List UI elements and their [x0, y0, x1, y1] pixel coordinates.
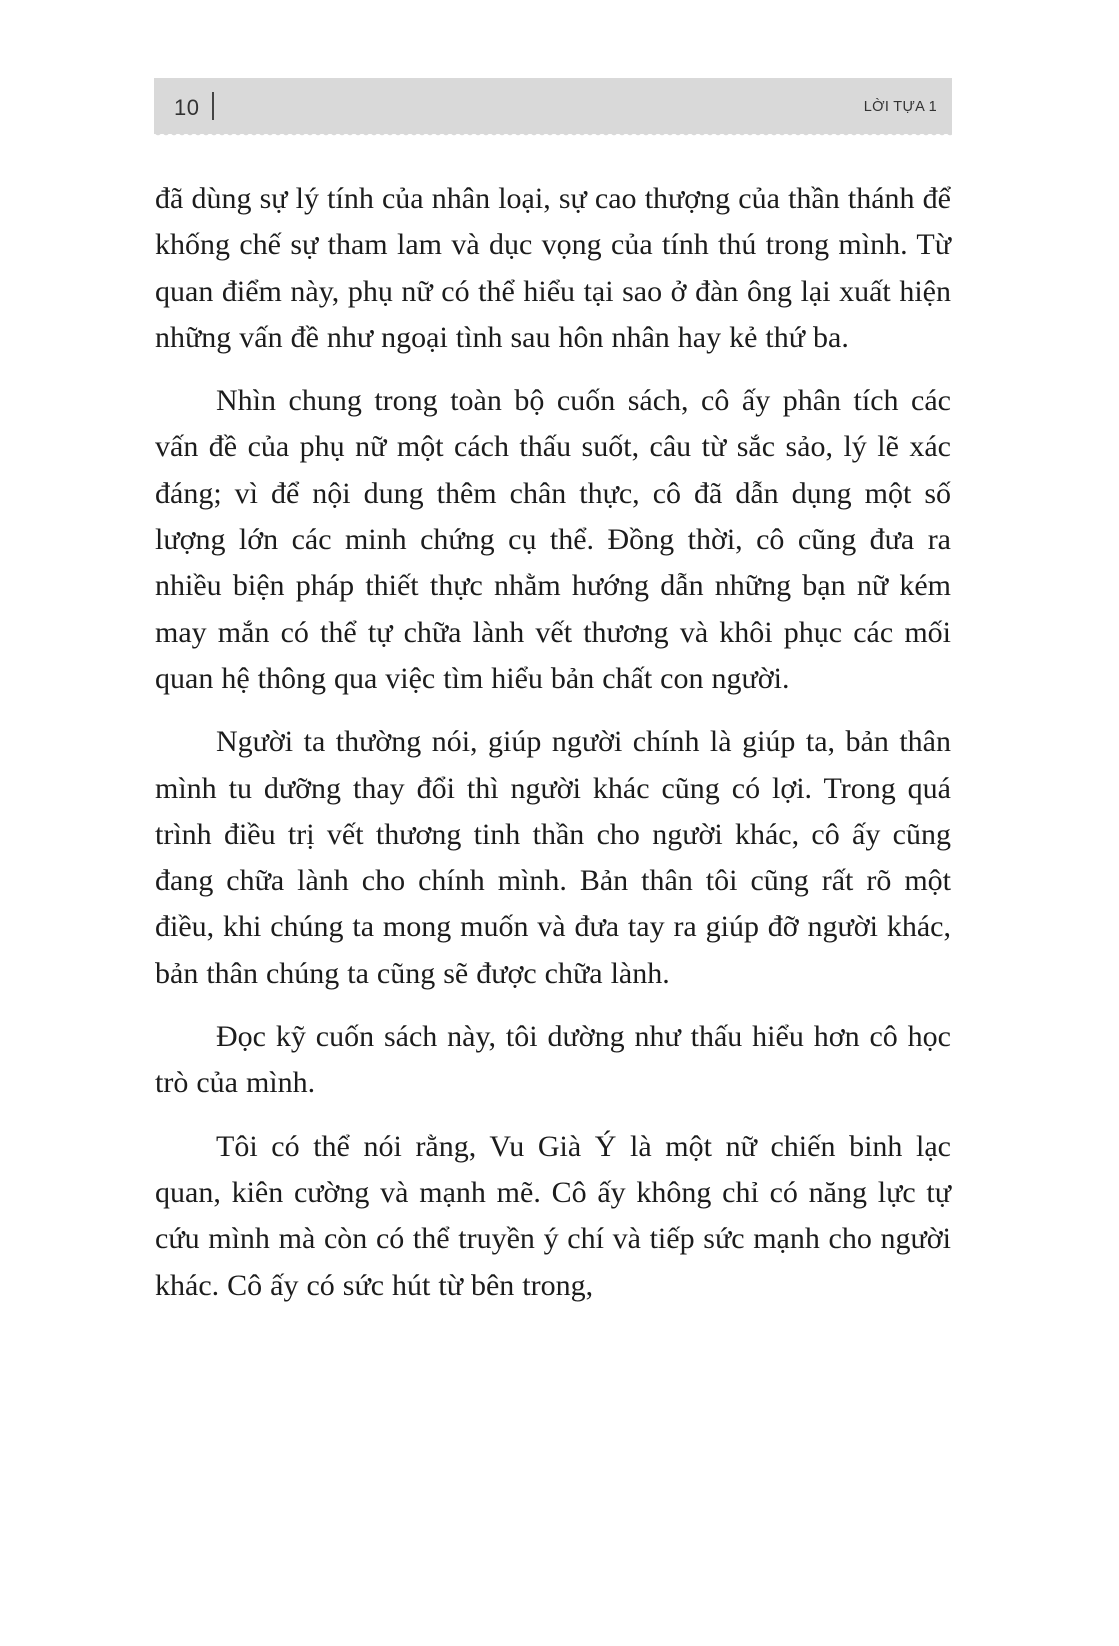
running-head: LỜI TỰA 1: [863, 99, 937, 115]
paragraph-5: Tôi có thể nói rằng, Vu Già Ý là một nữ chiến binh lạc quan, kiên cường và mạnh mẽ. Cô ấy không chỉ có năng lực tự cứu mình mà còn có thể truyền ý chí và tiếp sức mạnh cho người khác. Cô ấy có sức hút từ bên trong,: [155, 1129, 951, 1302]
paragraph-3: Người ta thường nói, giúp người chính là giúp ta, bản thân mình tu dưỡng thay đổi thì người khác cũng có lợi. Trong quá trình điều trị vết thương tinh thần cho người khác, cô ấy cũng đang chữa lành cho chính mình. Bản thân tôi cũng rất rõ một điều, khi chúng ta mong muốn và đưa tay ra giúp đỡ người khác, bản thân chúng ta cũng sẽ được chữa lành.: [155, 725, 951, 990]
body-text: [155, 176, 951, 1326]
paragraph-1: đã dùng sự lý tính của nhân loại, sự cao thượng của thần thánh để khống chế sự tham lam và dục vọng của tính thú trong mình. Từ quan điểm này, phụ nữ có thể hiểu tại sao ở đàn ông lại xuất hiện những vấn đề như ngoại tình sau hôn nhân hay kẻ thứ ba.: [155, 182, 951, 354]
header-divider: [212, 92, 214, 120]
paragraph-4: Đọc kỹ cuốn sách này, tôi dường như thấu hiểu hơn cô học trò của mình.: [155, 1020, 951, 1100]
page-number: 10: [174, 95, 200, 120]
paragraph-2: Nhìn chung trong toàn bộ cuốn sách, cô ấy phân tích các vấn đề của phụ nữ một cách thấu suốt, câu từ sắc sảo, lý lẽ xác đáng; vì để nội dung thêm chân thực, cô đã dẫn dụng một số lượng lớn các minh chứng cụ thể. Đồng thời, cô cũng đưa ra nhiều biện pháp thiết thực nhằm hướng dẫn những bạn nữ kém may mắn có thể tự chữa lành vết thương và khôi phục các mối quan hệ thông qua việc tìm hiểu bản chất con người.: [155, 384, 951, 695]
page-header: [154, 78, 952, 134]
